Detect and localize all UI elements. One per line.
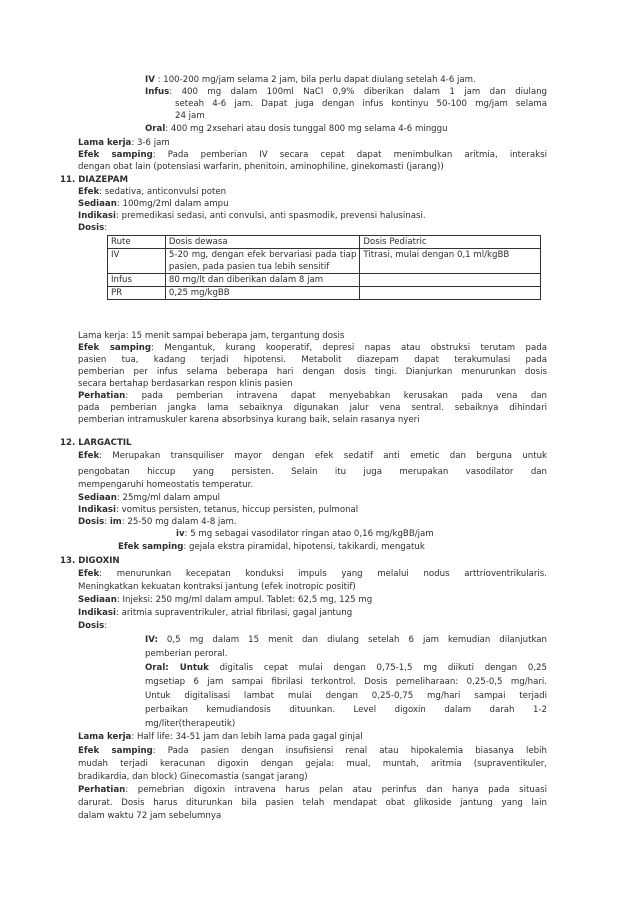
diazepam-efek-samping-2: pasien tua, kadang terjadi hipotensi. Metabolit diazepam dapat terakumulasi pada [78,355,547,365]
text: : gejala ekstra piramidal, hipotensi, takikardi, mengatuk [183,542,425,552]
digoxin-dosis-iv-2: pemberian peroral. [145,649,228,659]
table-cell-rute: Infus [108,274,166,287]
diazepam-perhatian-2: pada pemberian jangka lama sebaiknya digunakan jalur vena sentral. sebaiknya dihindari [78,403,547,413]
label: Efek [78,187,100,197]
label: Oral [145,124,166,134]
table-row [108,274,541,287]
label: Dosis [78,517,105,527]
text: : sedativa, anticonvulsi poten [99,187,227,197]
text: : 25-50 mg dalam 4-8 jam. [121,517,237,527]
table-cell-dewasa: 80 mg/lt dan diberikan dalam 8 jam [165,274,360,287]
top-efek-samping-2: dengan obat lain (potensiasi warfarin, phenitoin, aminophiline, ginekomasti (jarang)) [78,162,444,172]
section-heading-diazepam: 11. DIAZEPAM [60,175,129,185]
text: digitalis cepat mulai dengan 0,75-1,5 mg diikuti dengan 0,25 [208,663,547,673]
largactil-dosis-iv [176,528,434,540]
digoxin-dosis-oral-3: Untuk digitalisasi lambat mulai dengan 0,25-0,75 mg/hari sampai terjadi [145,691,547,701]
label: Efek samping [78,343,152,353]
text: 0,5 mg dalam 15 menit dan diulang setelah 6 jam kemudian dilanjutkan [157,635,547,645]
table-cell-pediatric: Titrasi, mulai dengan 0,1 ml/kgBB [360,249,541,274]
label: Efek [78,451,100,461]
table-cell-pediatric [360,274,541,287]
digoxin-dosis-oral-4: perbaikan kemudiandosis dituunkan. Level digoxin dalam darah 1-2 [145,705,547,715]
largactil-dosis-im: Dosis: im: 25-50 mg dalam 4-8 jam. [78,517,237,527]
diazepam-perhatian-3: pemberian intramuskuler karena absorbsinya kurang baik, selain rasanya nyeri [78,415,420,425]
text: : premedikasi sedasi, anti convulsi, anti spasmodik, prevensi halusinasi. [116,211,426,221]
digoxin-dosis-iv [145,634,547,646]
top-infus-line-3: 24 jam [175,111,205,121]
section-heading-digoxin: 13. DIGOXIN [60,556,120,566]
digoxin-dosis [78,620,107,632]
digoxin-dosis-oral [145,662,547,674]
text: : [104,223,108,233]
label: Efek samping [78,150,153,160]
text: : 100-200 mg/jam selama 2 jam, bila perlu dapat diulang setelah 4-6 jam. [157,75,476,85]
text: : vomitus persisten, tetanus, hiccup persisten, pulmonal [116,505,359,515]
table-cell-rute: IV [108,249,166,274]
top-lama-kerja [78,137,170,149]
label: Efek samping [118,542,184,552]
text: : 5 mg sebagai vasodilator ringan atao 0,16 mg/kgBB/jam [184,529,434,539]
text: : [104,621,108,631]
im-label: im [109,517,122,527]
digoxin-efek-samping-3: bradikardia, dan block) Ginecomastia (sangat jarang) [78,772,308,782]
label: Efek [78,569,100,579]
diazepam-efek-samping-4: secara bertahap berdasarkan respon klinis pasien [78,379,293,389]
digoxin-sediaan [78,594,372,606]
table-header-cell: Rute [108,236,166,249]
diazepam-lama-kerja: Lama kerja: 15 menit sampai beberapa jam, tergantung dosis [78,331,345,341]
label: Lama kerja [78,138,132,148]
largactil-indikasi [78,504,358,516]
label: Infus [145,87,170,97]
top-infus-line-2: seteah 4-6 jam. Dapat juga dengan infus kontinyu 50-100 mg/jam selama [175,99,547,109]
table-header-cell: Dosis Pediatric [360,236,541,249]
digoxin-dosis-oral-2: mgsetiap 6 jam sampai fibrilasi terkontrol. Dosis pemeliharaan: 0,25-0,5 mg/hari. [145,677,547,687]
text: : 25mg/ml dalam ampul [116,493,221,503]
label: Sediaan [78,493,117,503]
diazepam-indikasi [78,210,426,222]
table-cell-dewasa: 0,25 mg/kgBB [165,287,360,300]
digoxin-lama-kerja [78,731,363,743]
text: : 100mg/2ml dalam ampu [116,199,229,209]
text: : Injeksi: 250 mg/ml dalam ampul. Tablet: 62,5 mg, 125 mg [116,595,373,605]
table-cell-dewasa: 5-20 mg, dengan efek bervariasi pada tiap pasien, pada pasien tua lebih sensitif [165,249,360,274]
text: : 3-6 jam [131,138,170,148]
label: Indikasi [78,211,116,221]
top-efek-samping [78,149,547,161]
label: Sediaan [78,595,117,605]
table-header-row [108,236,541,249]
table-cell-rute: PR [108,287,166,300]
label: Efek samping [78,746,153,756]
table-cell-pediatric [360,287,541,300]
digoxin-dosis-oral-5: mg/liter(therapeutik) [145,719,236,729]
label: IV: [145,635,158,645]
digoxin-perhatian [78,784,547,796]
text: : Pada pasien dengan insufisiensi renal atau hipokalemia biasanya lebih [152,746,547,756]
digoxin-efek-2: Meningkatkan kekuatan kontraksi jantung (efek inotropic positif) [78,582,356,592]
label: Dosis [78,223,105,233]
text: : menurunkan kecepatan konduksi impuls yang melalui nodus arttrioventrikularis. [99,569,547,579]
label: Sediaan [78,199,117,209]
text: : pada pemberian intravena dapat menyebabkan kerusakan pada vena dan [125,391,547,401]
digoxin-efek-samping [78,745,547,757]
diazepam-efek [78,186,226,198]
table-row [108,249,541,274]
digoxin-perhatian-2: darurat. Dosis harus diturunkan bila pasien telah mendapat obat glikoside jantung yang lain [78,798,547,808]
text: : Mengantuk, kurang kooperatif, depresi napas atau obstruksi terutam pada [151,343,547,353]
largactil-sediaan [78,492,220,504]
text: : Merupakan transquiliser mayor dengan efek sedatif anti emetic dan berguna untuk [99,451,547,461]
label: Dosis [78,621,105,631]
label: Lama kerja [78,732,132,742]
text: : Pada pemberian IV secara cepat dapat menimbulkan aritmia, interaksi [152,150,547,160]
diazepam-dose-table [107,235,541,300]
largactil-efek-samping [118,541,425,553]
label: Indikasi [78,505,116,515]
digoxin-perhatian-3: dalam waktu 72 jam sebelumnya [78,811,222,821]
top-iv-line [145,74,476,86]
table-header-cell: Dosis dewasa [165,236,360,249]
diazepam-efek-samping-3: pemberian per infus selama beberapa hari dengan dosis tingi. Dianjurkan menurunkan dosis [78,367,547,377]
label: iv [176,529,185,539]
diazepam-perhatian [78,390,547,402]
label: Perhatian [78,785,126,795]
largactil-efek-3: mempengaruhi homeostatis temperatur. [78,480,254,490]
text: : aritmia supraventrikuler, atrial fibrilasi, gagal jantung [116,608,353,618]
label: Indikasi [78,608,116,618]
diazepam-dosis [78,222,107,234]
label: IV [145,75,155,85]
top-infus-line [145,86,547,98]
section-heading-largactil: 12. LARGACTIL [60,438,132,448]
label: Oral: Untuk [145,663,209,673]
top-oral-line [145,123,448,135]
text: : 400 mg dalam 100ml NaCl 0,9% diberikan dalam 1 jam dan diulang [169,87,547,97]
text: : pemebrian digoxin intravena harus pelan atau perinfus dan hanya pada situasi [125,785,547,795]
table-row [108,287,541,300]
text: : Half life: 34-51 jam dan lebih lama pada gagal ginjal [131,732,363,742]
label: Perhatian [78,391,126,401]
largactil-efek [78,450,547,462]
digoxin-efek-samping-2: mudah terjadi keracunan digoxin dengan gejala: mual, muntah, aritmia (supraventikuler, [78,759,547,769]
digoxin-efek [78,568,547,580]
diazepam-sediaan [78,198,229,210]
digoxin-indikasi [78,607,352,619]
text: : 400 mg 2xsehari atau dosis tunggal 800 mg selama 4-6 minggu [165,124,448,134]
largactil-efek-2: pengobatan hiccup yang persisten. Selain itu juga merupakan vasodilator dan [78,467,547,477]
diazepam-efek-samping [78,342,547,354]
